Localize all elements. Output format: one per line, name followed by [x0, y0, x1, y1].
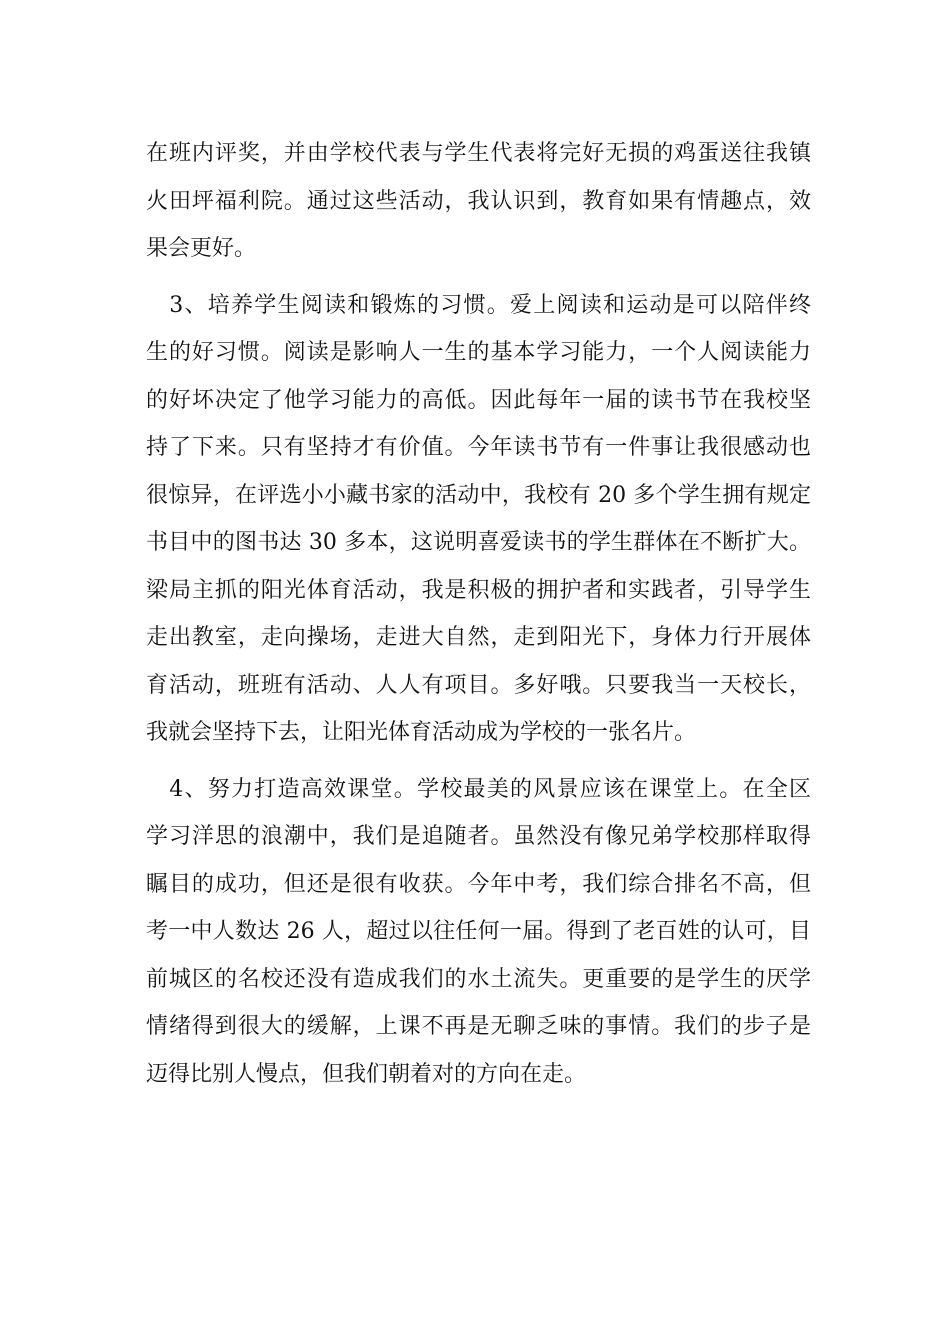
- text-line: 瞩目的成功，但还是很有收获。今年中考，我们综合排名不高，但: [146, 871, 811, 897]
- text-line: 迈得比别人慢点，但我们朝着对的方向在走。: [146, 1061, 587, 1087]
- text-line: 考一中人数达 26 人，超过以往任何一届。得到了老百姓的认可，目: [146, 919, 811, 944]
- text-line: 走出教室，走向操场，走进大自然，走到阳光下，身体力行开展体: [146, 625, 811, 650]
- text-line: 4、努力打造高效课堂。学校最美的风景应该在课堂上。在全区: [146, 776, 811, 802]
- paragraph-3: [146, 770, 811, 1103]
- text-line: 书目中的图书达 30 多本，这说明喜爱读书的学生群体在不断扩大。: [146, 530, 811, 555]
- text-line: 生的好习惯。阅读是影响人一生的基本学习能力，一个人阅读能力: [146, 340, 811, 365]
- text-line: 在班内评奖，并由学校代表与学生代表将完好无损的鸡蛋送往我镇: [146, 141, 811, 166]
- text-line: 3、培养学生阅读和锻炼的习惯。爱上阅读和运动是可以陪伴终: [146, 292, 811, 318]
- text-line: 火田坪福利院。通过这些活动，我认识到，教育如果有情趣点，效: [146, 188, 811, 214]
- text-line: 的好坏决定了他学习能力的高低。因此每年一届的读书节在我校坚: [146, 387, 811, 413]
- text-line: 情绪得到很大的缓解，上课不再是无聊乏味的事情。我们的步子是: [146, 1014, 811, 1039]
- text-line: 果会更好。: [146, 236, 257, 261]
- text-line: 学习洋思的浪潮中，我们是追随者。虽然没有像兄弟学校那样取得: [146, 824, 811, 849]
- text-line: 育活动，班班有活动、人人有项目。多好哦。只要我当一天校长，: [146, 672, 811, 698]
- paragraph-2: [146, 286, 811, 761]
- paragraph-1: [146, 134, 811, 277]
- text-line: 前城区的名校还没有造成我们的水土流失。更重要的是学生的厌学: [146, 966, 811, 992]
- document-body: [146, 134, 811, 1102]
- text-line: 持了下来。只有坚持才有价值。今年读书节有一件事让我很感动也: [146, 435, 811, 460]
- text-line: 很惊异，在评选小小藏书家的活动中，我校有 20 多个学生拥有规定: [146, 482, 811, 508]
- text-line: 我就会坚持下去，让阳光体育活动成为学校的一张名片。: [146, 720, 697, 745]
- text-line: 梁局主抓的阳光体育活动，我是积极的拥护者和实践者，引导学生: [146, 577, 811, 603]
